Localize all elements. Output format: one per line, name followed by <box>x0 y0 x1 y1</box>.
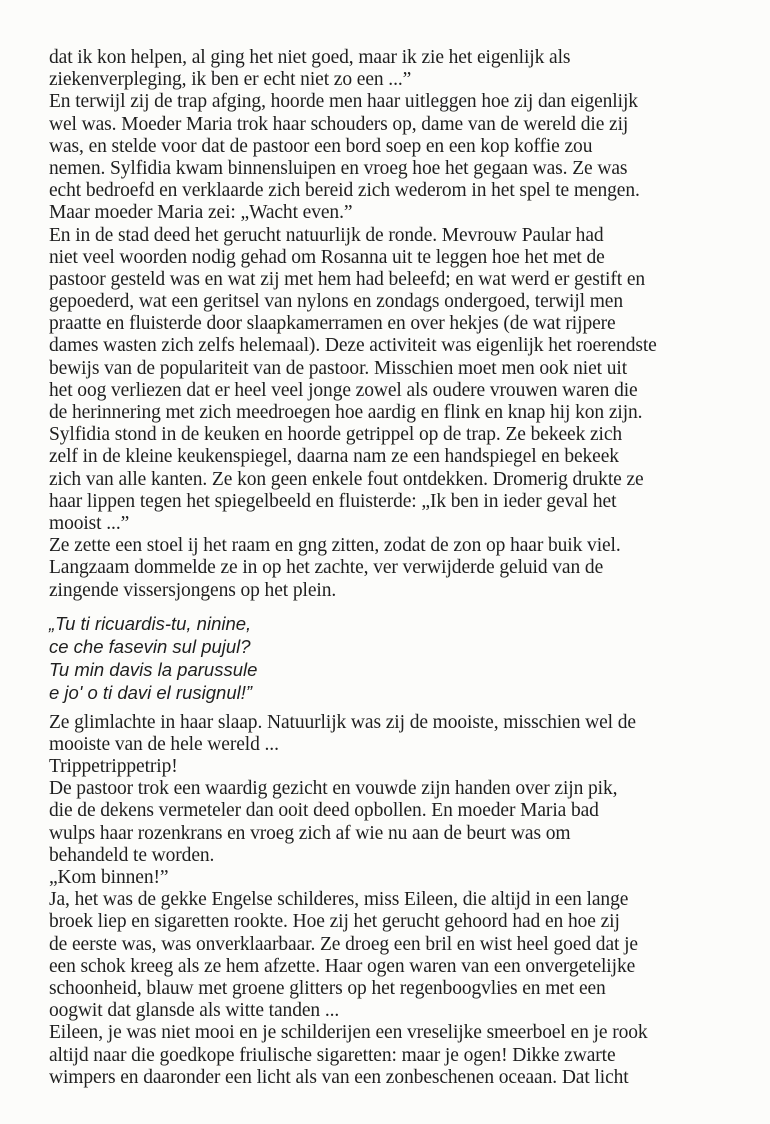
text-line: gepoederd, wat een geritsel van nylons en zondags ondergoed, terwijl men <box>49 291 624 313</box>
text-line: Trippetrippetrip! <box>49 756 178 778</box>
text-line: bewijs van de populariteit van de pastoor. Misschien moet men ook niet uit <box>49 357 628 379</box>
text-line: mooist ...” <box>49 512 130 534</box>
text-line: echt bedroefd en verklaarde zich bereid zich wederom in het spel te mengen. <box>49 180 640 202</box>
text-line: En terwijl zij de trap afging, hoorde men haar uitleggen hoe zij dan eigenlijk <box>49 91 638 113</box>
text-line: het oog verliezen dat er heel veel jonge zowel als oudere vrouwen waren die <box>49 379 638 401</box>
text-line: „Kom binnen!” <box>49 867 169 888</box>
text-line: behandeld te worden. <box>49 844 215 866</box>
text-line: was, en stelde voor dat de pastoor een bord soep en een kop koffie zou <box>49 135 593 157</box>
text-line: een schok kreeg als ze hem afzette. Haar ogen waren van een onvergetelijke <box>49 955 636 977</box>
prose-block-2 <box>49 712 750 1089</box>
text-line: dames wasten zich zelfs helemaal). Deze activiteit was eigenlijk het roerendste <box>49 335 657 357</box>
text-line: ziekenverpleging, ik ben er echt niet zo een ...” <box>49 69 412 91</box>
poem-verse <box>49 612 750 704</box>
book-page <box>49 47 750 1089</box>
text-line: Ze glimlachte in haar slaap. Natuurlijk was zij de mooiste, misschien wel de <box>49 711 636 733</box>
poem-line: e jo' o ti davi el rusignul!” <box>49 681 253 703</box>
text-line: Ze zette een stoel ij het raam en gng zitten, zodat de zon op haar buik viel. <box>49 535 621 557</box>
text-line: niet veel woorden nodig gehad om Rosanna uit te leggen hoe het met de <box>49 246 605 268</box>
text-line: De pastoor trok een waardig gezicht en vouwde zijn handen over zijn pik, <box>49 778 618 800</box>
text-line: wimpers en daaronder een licht als van een zonbeschenen oceaan. Dat licht <box>49 1066 629 1088</box>
text-line: oogwit dat glansde als witte tanden ... <box>49 1000 340 1022</box>
text-line: Eileen, je was niet mooi en je schilderijen een vreselijke smeerboel en je rook <box>49 1022 648 1044</box>
text-line: zich van alle kanten. Ze kon geen enkele fout ontdekken. Dromerig drukte ze <box>49 468 644 490</box>
prose-block-1 <box>49 47 750 602</box>
text-line: Langzaam dommelde ze in op het zachte, ver verwijderde geluid van de <box>49 557 604 579</box>
text-line: pastoor gesteld was en wat zij met hem had beleefd; en wat werd er gestift en <box>49 268 646 290</box>
poem-line: ce che fasevin sul pujul? <box>49 635 251 657</box>
text-line: dat ik kon helpen, al ging het niet goed, maar ik zie het eigenlijk als <box>49 47 571 68</box>
text-line: zelf in de kleine keukenspiegel, daarna nam ze een handspiegel en bekeek <box>49 446 619 468</box>
text-line: Maar moeder Maria zei: „Wacht even.” <box>49 202 353 224</box>
poem-line: Tu min davis la parussule <box>49 658 258 680</box>
text-line: nemen. Sylfidia kwam binnensluipen en vroeg hoe het gegaan was. Ze was <box>49 157 628 179</box>
text-line: schoonheid, blauw met groene glitters op het regenboogvlies en met een <box>49 977 606 999</box>
text-line: wulps haar rozenkrans en vroeg zich af wie nu aan de beurt was om <box>49 822 571 844</box>
text-line: Sylfidia stond in de keuken en hoorde getrippel op de trap. Ze bekeek zich <box>49 424 623 446</box>
poem-line: „Tu ti ricuardis-tu, ninine, <box>49 612 252 634</box>
text-line: altijd naar die goedkope friulische sigaretten: maar je ogen! Dikke zwarte <box>49 1044 616 1066</box>
text-line: mooiste van de hele wereld ... <box>49 733 279 755</box>
text-line: praatte en fluisterde door slaapkamerramen en over hekjes (de wat rijpere <box>49 313 616 335</box>
text-line: Ja, het was de gekke Engelse schilderes, miss Eileen, die altijd in een lange <box>49 889 629 911</box>
text-line: haar lippen tegen het spiegelbeeld en fluisterde: „Ik ben in ieder geval het <box>49 490 617 512</box>
text-line: zingende vissersjongens op het plein. <box>49 579 337 601</box>
text-line: broek liep en sigaretten rookte. Hoe zij het gerucht gehoord had en hoe zij <box>49 911 620 933</box>
text-line: wel was. Moeder Maria trok haar schouders op, dame van de wereld die zij <box>49 113 629 135</box>
text-line: die de dekens vermeteler dan ooit deed opbollen. En moeder Maria bad <box>49 800 599 822</box>
text-line: de eerste was, was onverklaarbaar. Ze droeg een bril en wist heel goed dat je <box>49 933 638 955</box>
text-line: En in de stad deed het gerucht natuurlijk de ronde. Mevrouw Paular had <box>49 224 604 246</box>
text-line: de herinnering met zich meedroegen hoe aardig en flink en knap hij kon zijn. <box>49 402 643 423</box>
